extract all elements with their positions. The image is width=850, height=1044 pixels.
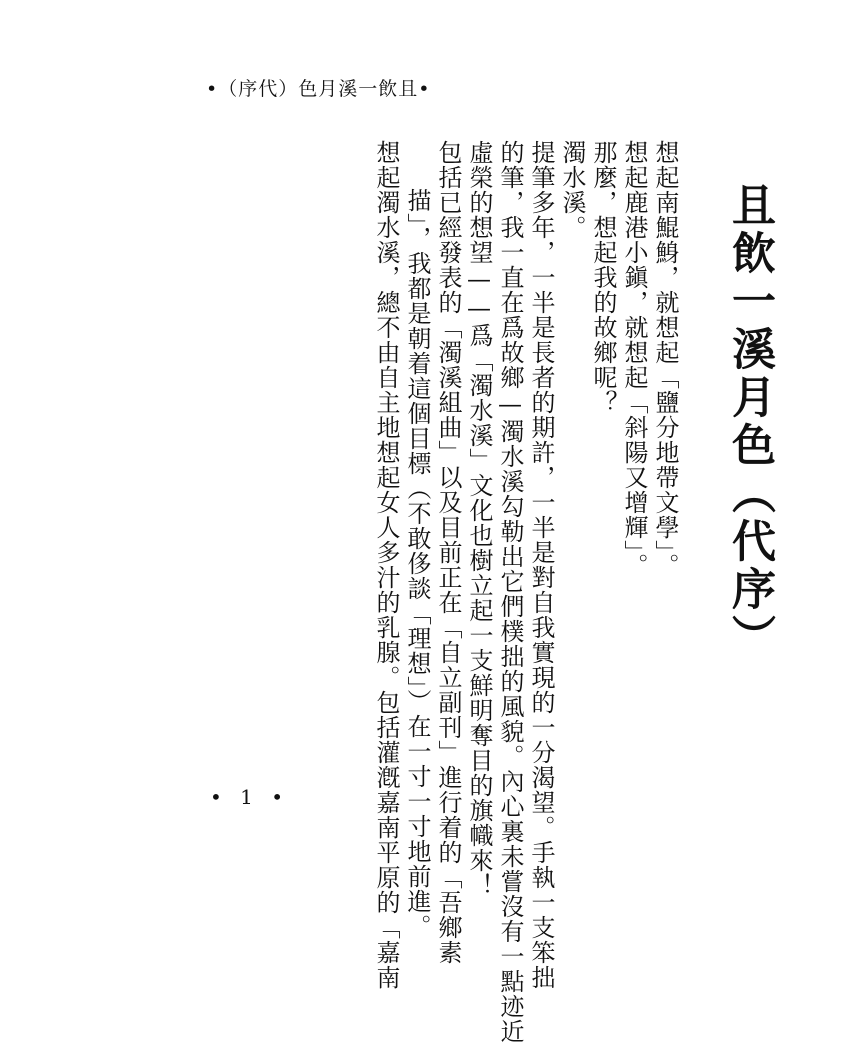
- text-column-10: 想起濁水溪，總不由自主地想起女人多汁的乳腺。包括灌漑嘉南平原的「嘉南: [372, 140, 400, 990]
- vertical-text-block: [370, 140, 775, 1044]
- text-column-8: 包括已經發表的「濁溪組曲」以及目前正在「自立副刊」進行着的「吾鄉素: [434, 140, 462, 965]
- text-column-2: 想起鹿港小鎭，就想起「斜陽又增輝」。: [620, 140, 648, 578]
- text-column-7: 虛榮的想望——爲「濁水溪」文化也樹立起一支鮮明奪目的旗幟來！: [465, 140, 493, 898]
- running-header: •（序代）色月溪一飲且•: [206, 78, 431, 100]
- text-column-9: 描」，我都是朝着這個目標（不敢侈談「理想」）在一寸一寸地前進。: [403, 188, 431, 939]
- text-column-5: 提筆多年，一半是長者的期許，一半是對自我實現的一分渴望。手執一支笨拙: [527, 140, 555, 990]
- chapter-title: 且飲一溪月色（代序）: [724, 182, 775, 662]
- text-column-4: 濁水溪。: [558, 140, 586, 240]
- text-column-1: 想起南鯤鯓，就想起「鹽分地帶文學」。: [651, 140, 679, 578]
- text-column-6: 的筆，我一直在爲故鄉—濁水溪勾勒出它們樸拙的風貌。內心裏未嘗沒有一點迹近: [496, 140, 524, 1044]
- text-column-3: 那麼，想起我的故鄉呢？: [589, 140, 617, 415]
- page-number: • 1 •: [210, 785, 290, 809]
